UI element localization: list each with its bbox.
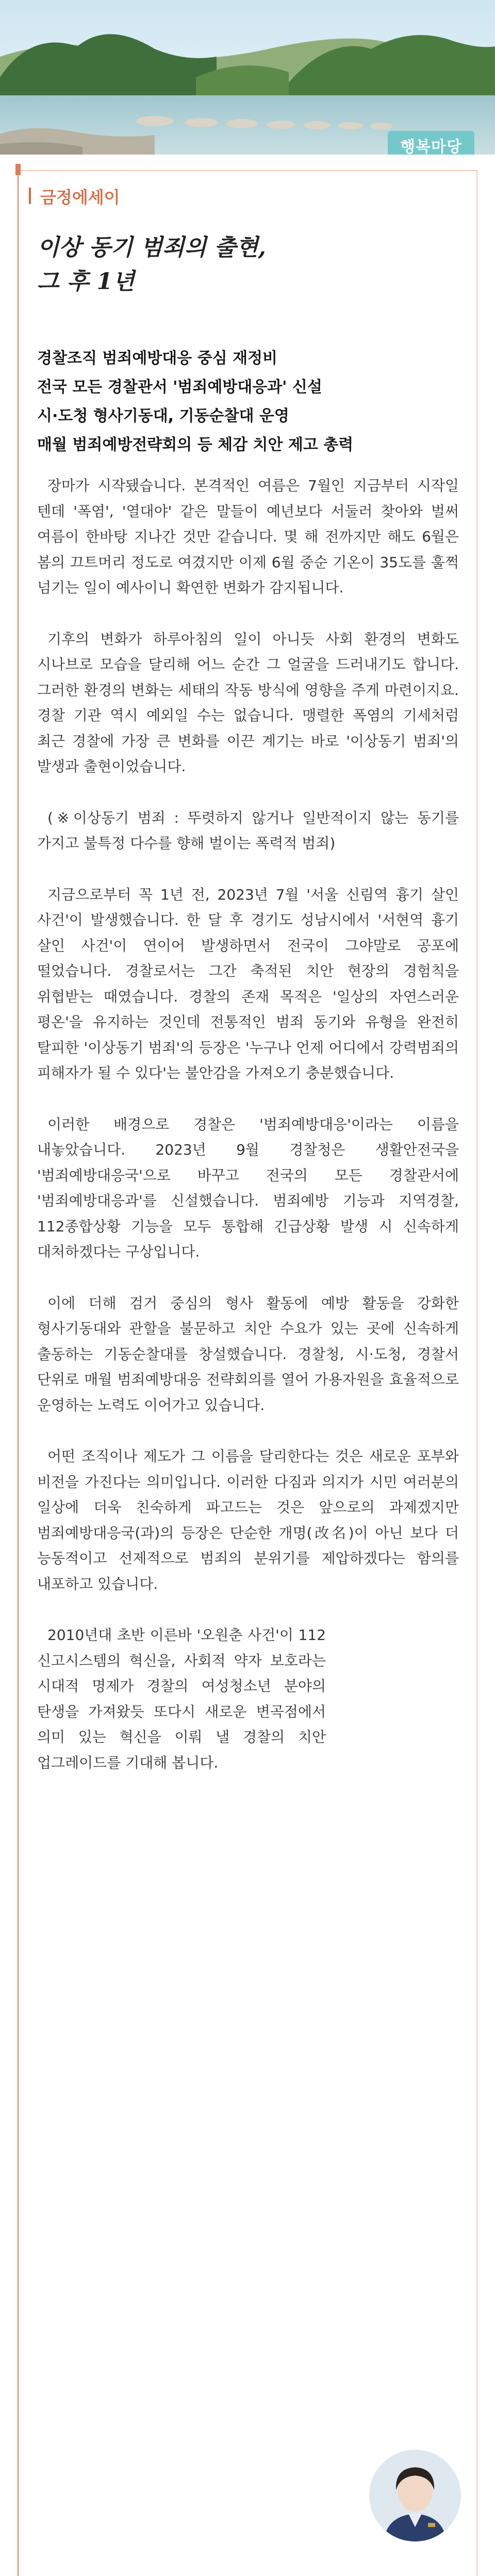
section-tag: 행복마당 [388,131,474,155]
category-label: 금정에세이 [40,188,120,207]
category-marker [29,188,31,204]
definition-note: (※이상동기 범죄 : 뚜렷하지 않거나 일반적이지 않는 동기를 가지고 불특정 다수를 향해 벌이는 폭력적 범죄) [37,809,459,852]
title-line: 그 후 1년 [37,268,135,295]
paragraph: 어떤 조직이나 제도가 그 이름을 달리한다는 것은 새로운 포부와 비전을 가진다는 의미입니다. 이러한 다짐과 의지가 시민 여러분의 일상에 더욱 친숙하게 파고드는 것은 앞으로의 과제겠지만 범죄예방대응국(과)의 등장은 단순한 개명(改名)이 아닌 보다 더 능동적이고 선제적으로 범죄의 분위기를 제압하겠다는 함의를 내포하고 있습니다. [37,1448,459,1592]
article-body [37,473,459,1801]
subheadings [37,344,460,460]
author-photo [369,2450,461,2541]
subheading: 전국 모든 경찰관서 '범죄예방대응과' 신설 [37,378,322,396]
frame-corner-accent [15,164,21,175]
paragraph: 장마가 시작됐습니다. 본격적인 여름은 7월인 지금부터 시작일 텐데 '폭염', '열대야' 같은 말들이 예년보다 서둘러 찾아와 벌써 여름이 한바탕 지나간 것만 같습니다. 몇 해 전까지만 해도 6월은 봄의 끄트머리 정도로 여겼지만 이제 6월 중순 기온이 35도를 훌쩍 넘기는 일이 예사이니 확연한 변화가 감지됩니다. [37,477,459,596]
subheading: 시·도청 형사기동대, 기동순찰대 운영 [37,407,289,425]
paragraph: 이러한 배경으로 경찰은 '범죄예방대응'이라는 이름을 내놓았습니다. 2023년 9월 경찰청은 생활안전국을 '범죄예방대응국'으로 바꾸고 전국의 모든 경찰관서에 '범죄예방대응과'를 신설했습니다. 범죄예방 기능과 지역경찰, 112종합상황 기능을 모두 통합해 긴급상황 발생 시 신속하게 대처하겠다는 구상입니다. [37,1115,459,1260]
paragraph: 지금으로부터 꼭 1년 전, 2023년 7월 '서울 신림역 흉기 살인 사건'이 발생했습니다. 한 달 후 경기도 성남시에서 '서현역 흉기 살인 사건'이 연이어 발생하면서 전국이 그야말로 공포에 떨었습니다. 경찰로서는 그간 축적된 치안 현장의 경험칙을 위협받는 때였습니다. 경찰의 존재 목적은 '일상의 자연스러운 평온'을 유지하는 것인데 전통적인 범죄 동기와 유형을 완전히 탈피한 '이상동기 범죄'의 등장은 '누구나 언제 어디에서 강력범죄의 피해자가 될 수 있다'는 불안감을 가져오기 충분했습니다. [37,886,459,1081]
article-title [37,231,266,299]
header-photo [0,0,495,155]
paragraph: 2010년대 초반 이른바 '오원춘 사건'이 112 신고시스템의 혁신을, 사회적 약자 보호라는 시대적 명제가 경찰의 여성청소년 분야의 탄생을 가져왔듯 또다시 새로운 변곡점에서 의미 있는 혁신을 이뤄 낼 경찰의 치안 업그레이드를 기대해 봅니다. [37,1626,326,1771]
title-line: 이상 동기 범죄의 출현, [37,234,266,261]
paragraph: 이에 더해 검거 중심의 형사 활동에 예방 활동을 강화한 형사기동대와 관할을 불문하고 치안 수요가 있는 곳에 신속하게 출동하는 기동순찰대를 창설했습니다. 경찰청, 시·도청, 경찰서 단위로 매월 범죄예방대응 전략회의를 열어 가용자원을 효율적으로 운영하는 노력도 이어가고 있습니다. [37,1294,459,1414]
subheading: 경찰조직 범죄예방대응 중심 재정비 [37,349,278,367]
paragraph: 기후의 변화가 하루아침의 일이 아니듯 사회 환경의 변화도 시나브로 모습을 달리해 어느 순간 그 얼굴을 드러내기도 합니다. 그러한 환경의 변화는 세태의 작동 방식에 영향을 주게 마련이지요. 경찰 기관 역시 예외일 수는 없습니다. 맹렬한 폭염의 기세처럼 최근 경찰에 가장 큰 변화를 이끈 계기는 바로 '이상동기 범죄'의 발생과 출현이었습니다. [37,630,459,775]
subheading: 매월 범죄예방전략회의 등 체감 치안 제고 총력 [37,436,354,454]
